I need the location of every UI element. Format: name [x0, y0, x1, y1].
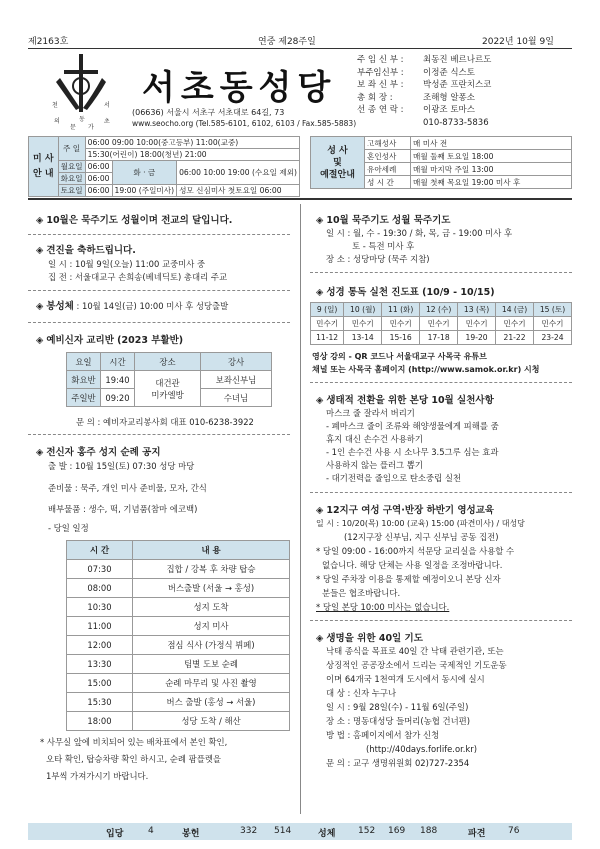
- sac-key: 혼인성사: [365, 150, 411, 163]
- ecology-line: - 1인 손수건 사용 시 소나무 3.5그루 심는 효과: [326, 447, 499, 457]
- life-line: 문 의 : 교구 생명위원회 02)727-2354: [326, 758, 470, 768]
- education-line: * 당일 본당 10:00 미사는 없습니다.: [316, 602, 450, 612]
- life-line: 방 법 : 홈페이지에서 참가 신청: [326, 730, 440, 740]
- reading-chapters: 13-14: [344, 331, 382, 345]
- staff-role: 총 회 장 :: [357, 92, 393, 103]
- reading-chapters: 23-24: [534, 331, 572, 345]
- stat-label: 성체: [318, 829, 336, 839]
- schedule-content: 점심 식사 (가정식 뷔페): [133, 636, 290, 655]
- rosary-line: 장 소 : 성당마당 (묵주 지참): [326, 254, 430, 264]
- pilgrimage-line: 준비물 : 묵주, 개인 미사 준비물, 모자, 간식: [48, 483, 207, 493]
- reading-chapters: 15-16: [382, 331, 420, 345]
- pilgrimage-note: * 사무실 앞에 비치되어 있는 배차표에서 본인 확인,: [40, 737, 228, 747]
- bible-reading-table: [310, 302, 572, 345]
- education-line: 분들은 협조바랍니다.: [322, 588, 401, 598]
- video-line: 영상 강의 - QR 코드나 서울대교구 사목국 유튜브: [312, 352, 487, 361]
- staff-name: 010-8733-5836: [423, 117, 489, 128]
- reading-book: 민수기: [382, 317, 420, 331]
- sac-key: 유아세례: [365, 163, 411, 176]
- reading-chapters: 17-18: [420, 331, 458, 345]
- reading-day: 9 (일): [311, 303, 344, 317]
- schedule-time: 15:00: [67, 674, 133, 693]
- reading-day: 12 (수): [420, 303, 458, 317]
- schedule-time: 08:00: [67, 579, 133, 598]
- section-pilgrimage: ◈ 전신자 홍주 성지 순례 공지: [36, 444, 161, 458]
- reading-book: 민수기: [344, 317, 382, 331]
- sac-label: 예절안내: [320, 169, 355, 180]
- logo-letter: 문: [70, 124, 76, 131]
- stat-value: 332: [240, 826, 258, 836]
- logo-letter: 초: [104, 118, 110, 125]
- weekday-times: 성모 신심미사 첫토요일 06:00: [177, 185, 300, 197]
- confirmation-line: 집 전 : 서울대교구 손희송(베네딕토) 총대리 주교: [48, 272, 228, 282]
- reading-day: 15 (토): [534, 303, 572, 317]
- sac-value: 매월 둘째 토요일 18:00: [411, 150, 572, 163]
- mass-label: 안 내: [33, 168, 54, 179]
- schedule-content: 버스출발 (서울 → 홍성): [133, 579, 290, 598]
- class-place: 미카엘방: [151, 389, 184, 400]
- parish-address: (06636) 서울시 서초구 서초대로 64길, 73: [132, 108, 285, 117]
- staff-name: 이광조 토마스: [423, 105, 475, 115]
- table-header: 요일: [67, 353, 101, 371]
- sac-value: 매월 첫째 목요일 19:00 미사 후: [411, 176, 572, 189]
- table-header: 강사: [201, 353, 272, 371]
- class-day: 화요반: [67, 371, 101, 389]
- catechumen-table: [66, 352, 272, 407]
- section-bible-reading: ◈ 성경 통독 실천 진도표 (10/9 - 10/15): [316, 284, 495, 298]
- section-confirmation: ◈ 견진을 축하드립니다.: [36, 242, 136, 256]
- class-time: 19:40: [101, 371, 135, 389]
- schedule-content: 집합 / 강복 후 차량 탑승: [133, 560, 290, 579]
- staff-list: [357, 54, 491, 129]
- catechumen-contact: 문 의 : 예비자교리봉사회 대표 010-6238-3922: [76, 417, 254, 427]
- reading-chapters: 11-12: [311, 331, 344, 345]
- weekday-times: 06:00 10:00 19:00 (수요일 제외): [177, 161, 300, 185]
- reading-day: 14 (금): [496, 303, 534, 317]
- schedule-time: 10:30: [67, 598, 133, 617]
- table-header: 내 용: [133, 541, 290, 560]
- staff-role: [357, 117, 423, 130]
- sacrament-table: [310, 136, 572, 189]
- section-women-education: ◈ 12지구 여성 구역·반장 하반기 영성교육: [316, 502, 494, 516]
- schedule-time: 18:00: [67, 712, 133, 731]
- weekday-label: 19:00 (주일미사): [112, 185, 177, 197]
- sac-key: 성 시 간: [365, 176, 411, 189]
- reading-book: 민수기: [458, 317, 496, 331]
- stat-value: 76: [508, 826, 520, 836]
- mass-schedule-table: [28, 136, 300, 197]
- life-line: 장 소 : 명동대성당 들머리(농협 건너편): [326, 716, 471, 726]
- life-line: 이며 64개국 1천여개 도시에서 동시에 실시: [326, 674, 485, 684]
- life-line: (http://40days.forlife.or.kr): [366, 744, 477, 754]
- class-place: 대건관: [155, 377, 180, 388]
- mass-label: 미 사: [33, 153, 54, 164]
- ecology-line: 사용하지 않는 플러그 뽑기: [326, 460, 423, 470]
- sac-label: 성 사: [327, 145, 348, 156]
- staff-name: 이정준 식스토: [423, 67, 475, 78]
- education-line: 없습니다. 해당 단체는 사용 일정을 조정바랍니다.: [322, 560, 503, 570]
- logo-letter: 가: [88, 124, 94, 131]
- sunday-label: 주 일: [58, 137, 85, 161]
- table-header: 시간: [101, 353, 135, 371]
- parish-logo: [52, 52, 114, 132]
- life-line: 상징적인 공공장소에서 드리는 국제적인 기도운동: [326, 660, 507, 670]
- staff-name: 최동진 베르나르도: [423, 55, 492, 65]
- issue-number: 제2163호: [28, 37, 69, 47]
- pilgrimage-line: 출 발 : 10월 15일(토) 07:30 성당 마당: [48, 461, 195, 471]
- pilgrimage-note: 오타 확인, 탑승차량 확인 하시고, 순례 팜플렛을: [46, 754, 222, 764]
- staff-name: 조해형 알퐁소: [423, 92, 475, 103]
- reading-day: 13 (목): [458, 303, 496, 317]
- pilgrimage-note: 1부씩 가져가시기 바랍니다.: [46, 771, 149, 781]
- bulletin-date: 2022년 10월 9일: [482, 37, 554, 47]
- class-teacher: 수녀님: [201, 389, 272, 407]
- ecology-line: - 대기전력을 줄임으로 탄소중립 실천: [326, 473, 462, 483]
- sac-label: 및: [333, 157, 342, 168]
- education-line: * 당일 주차장 이용을 통제할 예정이오니 본당 신자: [316, 574, 501, 584]
- ecology-line: 휴지 대신 손수건 사용하기: [326, 434, 423, 444]
- stat-label: 파견: [468, 829, 486, 839]
- stat-value: 152: [358, 826, 376, 836]
- class-day: 주일반: [67, 389, 101, 407]
- communion-text: : 10월 14일(금) 10:00 미사 후 성당출발: [73, 301, 229, 311]
- section-communion: ◈ 봉성체: [36, 301, 74, 312]
- stat-value: 188: [420, 826, 438, 836]
- ecology-line: 마스크 줄 잘라서 버리기: [326, 408, 415, 418]
- schedule-content: 성당 도착 / 해산: [133, 712, 290, 731]
- schedule-content: 성지 도착: [133, 598, 290, 617]
- stat-value: 4: [148, 826, 154, 836]
- pilgrimage-line: - 당일 일정: [48, 523, 89, 533]
- education-line: 일 시 : 10/20(목) 10:00 (교육) 15:00 (파견미사) / 대성당: [316, 519, 525, 528]
- reading-book: 민수기: [534, 317, 572, 331]
- section-ecology: ◈ 생태적 전환을 위한 본당 10월 실천사항: [316, 392, 494, 406]
- staff-role: 주 임 신 부 :: [357, 55, 404, 65]
- staff-role: 선 종 연 락 :: [357, 105, 404, 115]
- video-line: 채널 또는 사목국 홈페이지 (http://www.samok.or.kr) 시청: [312, 365, 540, 374]
- table-header: 장소: [135, 353, 201, 371]
- logo-letter: 서: [104, 102, 110, 109]
- section-rosary-month: ◈ 10월은 묵주기도 성월이며 전교의 달입니다.: [36, 212, 232, 226]
- education-line: * 당일 09:00 - 16:00까지 석문당 교리실을 사용할 수: [316, 546, 515, 556]
- weekday-times: 06:00: [85, 161, 112, 173]
- liturgical-season: 연중 제28주일: [258, 37, 316, 47]
- life-line: 대 상 : 신자 누구나: [326, 688, 397, 698]
- pilgrimage-schedule-table: [66, 540, 290, 731]
- parish-address-block: [132, 107, 356, 129]
- stat-label: 봉헌: [182, 829, 200, 839]
- schedule-content: 순례 마무리 및 사진 촬영: [133, 674, 290, 693]
- class-teacher: 보좌신부님: [201, 371, 272, 389]
- sunday-times: 15:30(어린이) 18:00(청년) 21:00: [85, 149, 299, 161]
- statistics-footer: [28, 823, 572, 840]
- reading-day: 11 (화): [382, 303, 420, 317]
- parish-contact: www.seocho.org (Tel.585-6101, 6102, 6103 / Fax.585-5883): [132, 119, 357, 128]
- staff-role: 보 좌 신 부 :: [357, 80, 404, 90]
- class-time: 09:20: [101, 389, 135, 407]
- schedule-content: 팀별 도보 순례: [133, 655, 290, 674]
- schedule-time: 07:30: [67, 560, 133, 579]
- sunday-times: 06:00 09:00 10:00(중고등부) 11:00(교중): [85, 137, 299, 149]
- section-40days: ◈ 생명을 위한 40일 기도: [316, 630, 423, 644]
- logo-letter: 천: [52, 102, 58, 109]
- reading-book: 민수기: [496, 317, 534, 331]
- rosary-line: 토 - 특전 미사 후: [352, 241, 415, 251]
- staff-role: 부주임신부 :: [357, 67, 404, 78]
- ecology-line: - 폐마스크 줄이 조류와 해양생물에게 피해를 줌: [326, 421, 499, 431]
- life-line: 낙태 종식을 목표로 40일 간 낙태 관련기관, 또는: [326, 646, 504, 656]
- section-rosary-prayer: ◈ 10월 묵주기도 성월 묵주기도: [316, 212, 450, 226]
- stat-value: 169: [388, 826, 406, 836]
- reading-book: 민수기: [311, 317, 344, 331]
- rosary-line: 일 시 : 월, 수 - 19:30 / 화, 목, 금 - 19:00 미사 후: [326, 228, 513, 238]
- parish-name: 서초동성당: [142, 68, 337, 108]
- stat-value: 514: [274, 826, 292, 836]
- weekday-label: 화 · 금: [112, 161, 177, 185]
- schedule-time: 15:30: [67, 693, 133, 712]
- sac-value: 매월 마지막 주일 13:00: [411, 163, 572, 176]
- stat-label: 입당: [106, 829, 124, 839]
- table-header: 시 간: [67, 541, 133, 560]
- schedule-time: 11:00: [67, 617, 133, 636]
- weekday-times: 06:00: [85, 173, 112, 185]
- staff-name: 박성준 프란치스코: [423, 80, 492, 90]
- weekday-label: 월요일: [58, 161, 85, 173]
- sac-value: 매 미사 전: [411, 137, 572, 150]
- logo-letter: 동: [79, 116, 85, 123]
- reading-chapters: 19-20: [458, 331, 496, 345]
- weekday-label: 화요일: [58, 173, 85, 185]
- life-line: 일 시 : 9월 28일(수) - 11월 6일(주일): [326, 702, 469, 712]
- schedule-time: 13:30: [67, 655, 133, 674]
- pilgrimage-line: 배부물품 : 생수, 떡, 기념품(참마 에코백): [48, 504, 198, 514]
- reading-day: 10 (월): [344, 303, 382, 317]
- schedule-content: 버스 출발 (홍성 → 서울): [133, 693, 290, 712]
- education-line: (12지구장 신부님, 지구 신부님 공동 집전): [344, 532, 499, 542]
- schedule-time: 12:00: [67, 636, 133, 655]
- logo-letter: 의: [54, 118, 60, 125]
- reading-book: 민수기: [420, 317, 458, 331]
- weekday-times: 06:00: [85, 185, 112, 197]
- section-catechumen: ◈ 예비신자 교리반 (2023 부활반): [36, 332, 183, 346]
- reading-chapters: 21-22: [496, 331, 534, 345]
- weekday-label: 토요일: [58, 185, 85, 197]
- confirmation-line: 일 시 : 10월 9일(오늘) 11:00 교중미사 중: [48, 259, 206, 269]
- schedule-content: 성지 미사: [133, 617, 290, 636]
- sac-key: 고해성사: [365, 137, 411, 150]
